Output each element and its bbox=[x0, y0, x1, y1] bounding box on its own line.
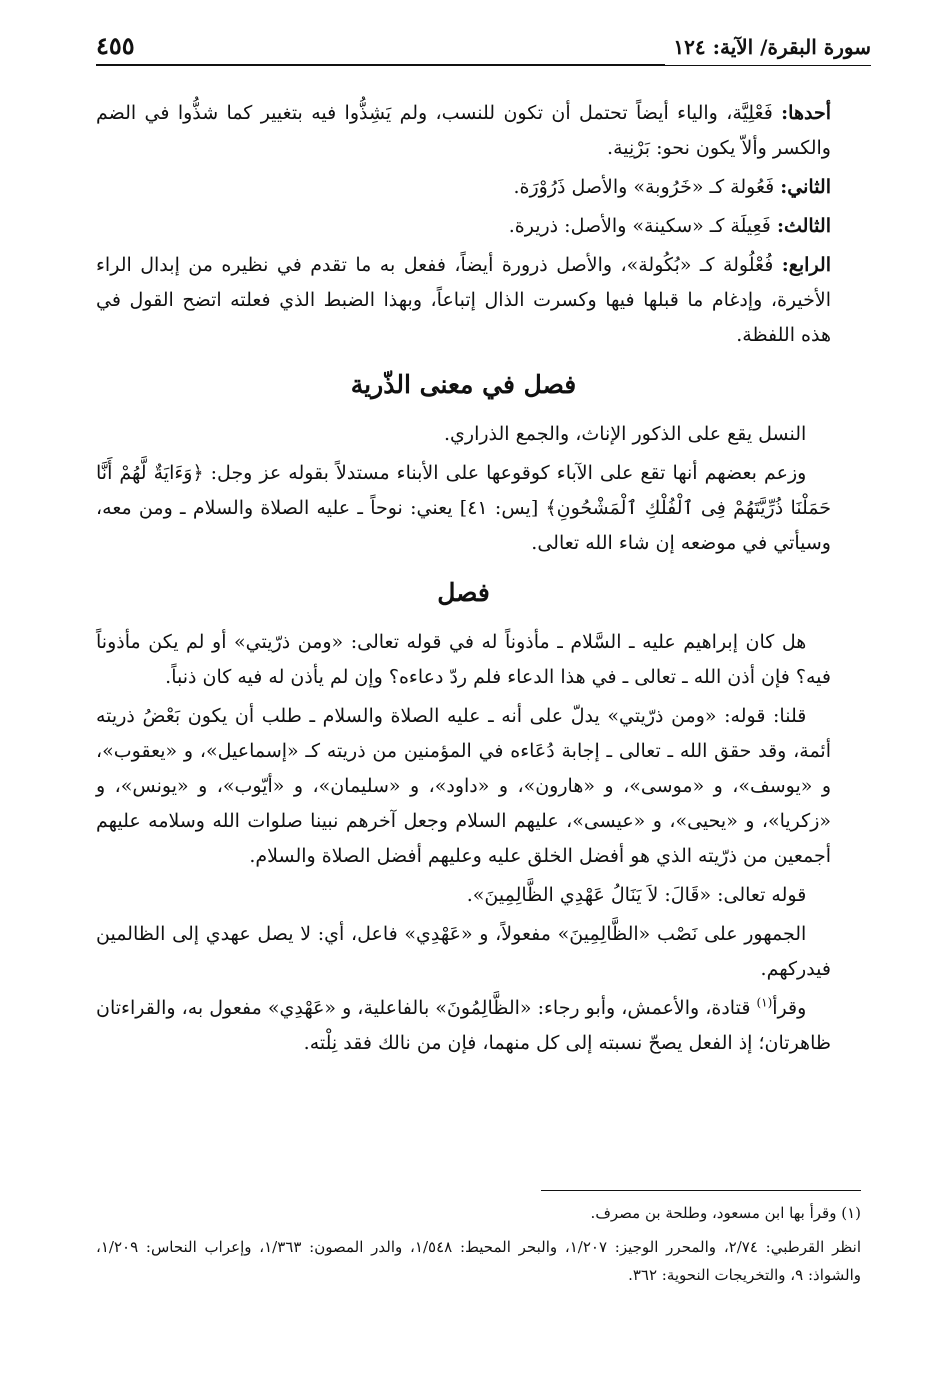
page-number: ٤٥٥ bbox=[96, 28, 143, 63]
section-paragraph: قوله تعالى: «قَالَ: لاَ يَنَالُ عَهْدِي الظَّالِمِينَ». bbox=[466, 884, 807, 906]
section-paragraph: قلنا: قوله: «ومن ذرّيتي» يدلّ على أنه ـ عليه الصلاة والسلام ـ طلب أن يكون بَعْضُ ذريته أئمة، وقد حقق الله ـ تعالى ـ إجابة دُعَاءه في المؤمنين من ذريته كـ «إسماعيل»، و «يعقوب»، و «يوسف»، و «موسى»، و «هارون»، و «داود»، و «سليمان»، و «أيّوب»، و «يونس»، و «زكريا»، و «يحيى»، و «عيسى»، عليهم السلام وجعل آخرهم نبينا صلوات الله وسلامه عليهم أجمعين من ذرّيته الذي هو أفضل الخلق عليه وعليهم أفضل الصلاة والسلام. bbox=[96, 705, 831, 867]
section-paragraph: وزعم بعضهم أنها تقع على الآباء كوقوعها على الأبناء مستدلاً بقوله عز وجل: ﴿وَءَايَةٌ لَّهُمْ أَنَّا حَمَلْنَا ذُرِّيَّتَهُمْ فِى ٱلْفُلْكِ ٱلْمَشْحُونِ﴾ [يس: ٤١] يعني: نوحاً ـ عليه الصلاة والسلام ـ ومن معه، وسيأتي في موضعه إن شاء الله تعالى. bbox=[96, 462, 831, 554]
footnote-references: انظر القرطبي: ٢/٧٤، والمحرر الوجيز: ١/٢٠٧، والبحر المحيط: ١/٥٤٨، والدر المصون: ١/٣٦٣، وإعراب النحاس: ١/٢٠٩، والشواذ: ٩، والتخريجات النحوية: ٣٦٢. bbox=[96, 1238, 861, 1284]
paragraph-lead: أحدها: bbox=[781, 102, 831, 124]
paragraph-text: فَعِيلَة كـ «سكينة» والأصل: ذريرة. bbox=[508, 215, 777, 237]
section-paragraph: الجمهور على نَصْب «الظَّالِمِينَ» مفعولاً، و «عَهْدِي» فاعل، أي: لا يصل عهدي إلى الظالمين فيدركهم. bbox=[96, 923, 831, 980]
paragraph-first bbox=[96, 96, 831, 166]
paragraph-second bbox=[96, 170, 831, 205]
paragraph-text: فَعْلِيَّة، والياء أيضاً تحتمل أن تكون للنسب، ولم يَشِذُّوا فيه بتغيير كما شذُّوا في الضم والكسر وألاّ يكون نحو: بَرْنِية. bbox=[96, 102, 831, 159]
section-paragraph bbox=[96, 991, 831, 1061]
paragraph-fourth bbox=[96, 248, 831, 353]
paragraph-lead: الرابع: bbox=[781, 254, 831, 276]
footnotes bbox=[96, 1190, 861, 1295]
section-paragraph: هل كان إبراهيم عليه ـ السَّلام ـ مأذوناً له في قوله تعالى: «ومن ذرّيتي» أو لم يكن مأذوناً فيه؟ فإن أذن الله ـ تعالى ـ في هذا الدعاء فلم ردّ دعاءه؟ وإن لم يأذن له فيه كان ذنباً. bbox=[96, 631, 831, 688]
main-text bbox=[96, 96, 831, 1065]
paragraph-text: قتادة، والأعمش، وأبو رجاء: «الظَّالِمُونَ» بالفاعلية، و «عَهْدِي» مفعول به، والقراءتان ظاهرتان؛ إذ الفعل يصحّ نسبته إلى كل منهما، فإن من نالك فقد نِلْته. bbox=[95, 997, 831, 1054]
section-heading: فصل في معنى الذّرية bbox=[350, 370, 577, 399]
page-header bbox=[96, 30, 871, 66]
paragraph-lead: الثالث: bbox=[776, 215, 831, 237]
footnote: (١) وقرأ بها ابن مسعود، وطلحة بن مصرف. bbox=[590, 1204, 861, 1222]
footnote-marker: (١) bbox=[756, 995, 773, 1010]
footnote-divider bbox=[541, 1190, 861, 1191]
paragraph-third bbox=[96, 209, 831, 244]
paragraph-text: فَعُولة كـ «خَرُوبة» والأصل ذَرُوْرَة. bbox=[513, 176, 781, 198]
paragraph-text: فُعْلُولة كـ «بُكُولة»، والأصل ذرورة أيضاً، ففعل به ما تقدم في نظيره من إبدال الراء الأخيرة، وإدغام ما قبلها فيها وكسرت الذال إتباعاً، وبهذا الضبط الذي فعلته اتضح القول في هذه اللفظة. bbox=[96, 254, 831, 346]
section-paragraph: النسل يقع على الذكور الإناث، والجمع الذراري. bbox=[443, 423, 807, 445]
paragraph-text: وقرأ bbox=[772, 997, 807, 1019]
running-title: سورة البقرة/ الآية: ١٢٤ bbox=[665, 30, 871, 65]
section-heading: فصل bbox=[437, 578, 490, 607]
paragraph-lead: الثاني: bbox=[780, 176, 831, 198]
